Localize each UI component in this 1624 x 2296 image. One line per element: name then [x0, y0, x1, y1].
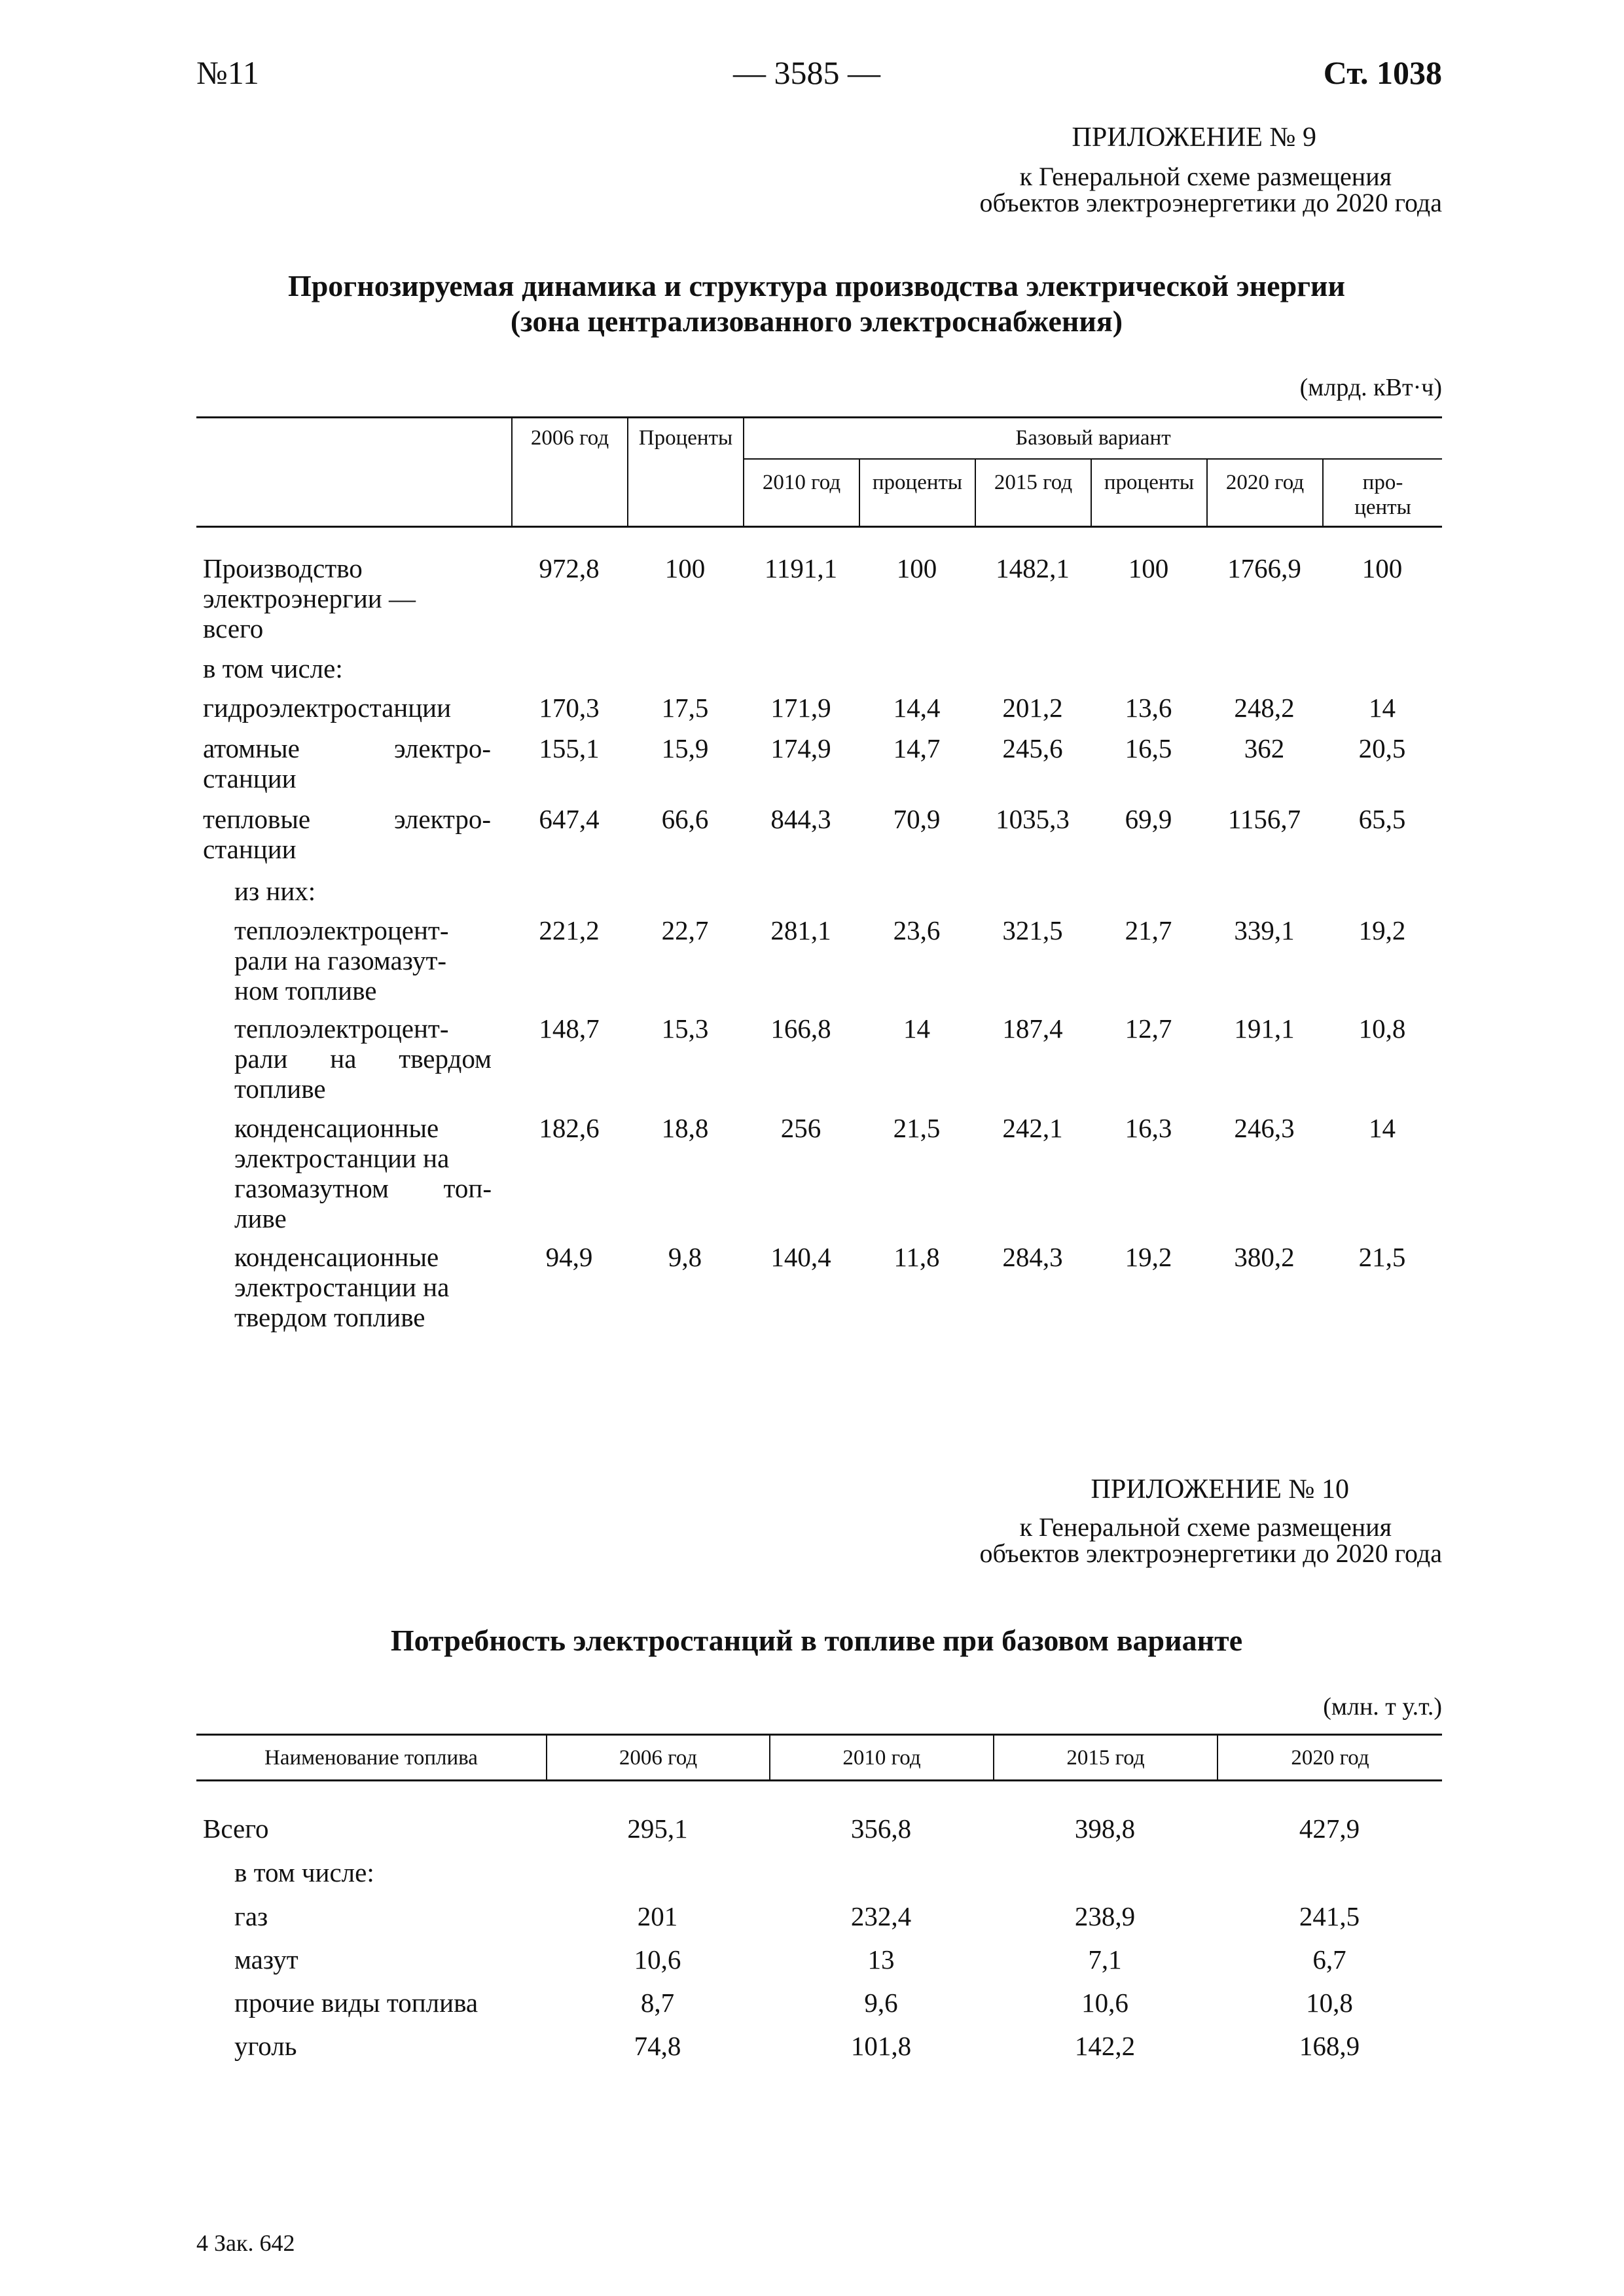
table1-cell: 70,9: [893, 804, 941, 834]
table1-cell: 647,4: [539, 804, 600, 834]
table1-cell: 17,5: [661, 693, 709, 723]
table2-col-header-2006: 2006 год: [619, 1746, 698, 1770]
page-issue-number: №11: [196, 54, 259, 91]
row-label-line: газомазутном топ-: [234, 1173, 492, 1203]
table1-cell: 65,5: [1358, 804, 1406, 834]
appendix9-title-line2: (зона централизованного электроснабжения): [510, 304, 1123, 338]
table1-row-label: [234, 1013, 492, 1104]
table2-cell: 9,6: [864, 1988, 898, 2018]
print-order-note: 4 Зак. 642: [196, 2230, 295, 2256]
table2-cell: 101,8: [850, 2031, 912, 2061]
appendix9-subtitle-line2: объектов электроэнергетики до 2020 года: [979, 188, 1442, 217]
table1-cell: 182,6: [539, 1113, 600, 1143]
table2-row-label: в том числе:: [234, 1857, 374, 1887]
table1-cell: 256: [780, 1113, 821, 1143]
table1-row-label: [203, 693, 451, 723]
table1-cell: 170,3: [539, 693, 600, 723]
table1-row-label: [203, 804, 491, 864]
table1-cell: 21,7: [1125, 915, 1172, 945]
col-header-2020: 2020 год: [1225, 471, 1305, 494]
col-header-2010: 2010 год: [762, 471, 841, 494]
row-label-line: в том числе:: [203, 653, 343, 683]
table2-row-label: газ: [234, 1901, 268, 1931]
table1-row-label: [234, 915, 492, 1006]
table2-col-header-fuel: Наименование топлива: [264, 1746, 478, 1770]
table2-cell: 238,9: [1074, 1901, 1136, 1931]
table1-row-label: [234, 1113, 492, 1233]
row-label-line: станции: [203, 763, 297, 793]
table1-cell: 21,5: [893, 1113, 941, 1143]
table2-cell: 74,8: [634, 2031, 681, 2061]
table1-cell: 18,8: [661, 1113, 709, 1143]
table1-row-label: [203, 653, 343, 683]
table1-cell: 21,5: [1358, 1242, 1406, 1272]
table1-cell: 248,2: [1234, 693, 1295, 723]
row-label-line: Производство: [203, 553, 363, 583]
table2-cell: 295,1: [627, 1813, 688, 1844]
table1-cell: 166,8: [770, 1013, 831, 1044]
table2-cell: 427,9: [1299, 1813, 1360, 1844]
row-label-line: гидроэлектростанции: [203, 693, 452, 723]
table1-cell: 14,7: [893, 733, 941, 763]
col-header-percent: Проценты: [638, 426, 733, 450]
row-label-line: станции: [203, 834, 297, 864]
table1-cell: 187,4: [1002, 1013, 1063, 1044]
table1-cell: 10,8: [1358, 1013, 1406, 1044]
row-label-line: конденсационные: [234, 1113, 439, 1143]
table1-cell: 66,6: [661, 804, 709, 834]
table1-cell: 148,7: [539, 1013, 600, 1044]
table2-header-bottom-rule: [196, 1779, 1442, 1781]
table1-row-label: [203, 733, 491, 793]
col-header-percent-2020: [1324, 470, 1442, 520]
table1-cell: 20,5: [1358, 733, 1406, 763]
table1-cell: 191,1: [1234, 1013, 1295, 1044]
table1-cell: 9,8: [668, 1242, 702, 1272]
row-label-line: атомные электро-: [203, 733, 491, 763]
table1-cell: 155,1: [539, 733, 600, 763]
table1-cell: 22,7: [661, 915, 709, 945]
table1-row-label: [234, 876, 316, 906]
table1-cell: 15,9: [661, 733, 709, 763]
col-header-base-variant: Базовый вариант: [1015, 426, 1171, 450]
appendix9-title-line1: Прогнозируемая динамика и структура производства электрической энергии: [287, 269, 1346, 302]
table1-cell: 19,2: [1358, 915, 1406, 945]
table1-cell: 221,2: [539, 915, 600, 945]
row-label-line: конденсационные: [234, 1242, 439, 1272]
table2-col-header-2020: 2020 год: [1291, 1746, 1369, 1770]
row-label-line: рали на твердом: [234, 1044, 492, 1074]
appendix9-unit: (млрд. кВт·ч): [1299, 374, 1442, 401]
table1-cell: 12,7: [1125, 1013, 1172, 1044]
row-label-line: всего: [203, 613, 264, 644]
table1-cell: 972,8: [539, 553, 600, 583]
table1-cell: 19,2: [1125, 1242, 1172, 1272]
table1-cell: 140,4: [770, 1242, 831, 1272]
table2-cell: 6,7: [1312, 1944, 1346, 1975]
row-label-line: из них:: [234, 876, 316, 906]
table1-cell: 14: [1369, 1113, 1396, 1143]
table1-cell: 362: [1244, 733, 1285, 763]
table1-cell: 23,6: [893, 915, 941, 945]
table1-row-label: [234, 1242, 492, 1332]
table2-cell: 10,6: [1081, 1988, 1128, 2018]
table2-row-label: Всего: [203, 1813, 269, 1844]
table2-cell: 7,1: [1088, 1944, 1122, 1975]
table1-cell: 69,9: [1125, 804, 1172, 834]
table2-col-header-2010: 2010 год: [842, 1746, 921, 1770]
col-header-percent-2020-part1: про-: [1362, 471, 1403, 494]
table1-cell: 242,1: [1002, 1113, 1063, 1143]
table1-cell: 281,1: [770, 915, 831, 945]
table2-cell: 10,6: [634, 1944, 681, 1975]
table1-cell: 94,9: [545, 1242, 593, 1272]
table1-subheader-rule: [743, 458, 1442, 460]
table2-cell: 142,2: [1074, 2031, 1136, 2061]
row-label-line: ном топливе: [234, 975, 377, 1006]
row-label-line: теплоэлектроцент-: [234, 915, 449, 945]
table1-cell: 245,6: [1002, 733, 1063, 763]
table2-cell: 241,5: [1299, 1901, 1360, 1931]
table2-cell: 8,7: [640, 1988, 675, 2018]
row-label-line: электростанции на: [234, 1143, 450, 1173]
col-header-2015: 2015 год: [994, 471, 1073, 494]
table2-cell: 13: [867, 1944, 895, 1975]
table1-cell: 14: [1369, 693, 1396, 723]
table1-cell: 1035,3: [996, 804, 1070, 834]
table2-cell: 398,8: [1074, 1813, 1136, 1844]
table1-cell: 100: [664, 553, 706, 583]
table1-cell: 1482,1: [996, 553, 1070, 583]
article-number: Ст. 1038: [1323, 54, 1442, 91]
table1-cell: 14,4: [893, 693, 941, 723]
table1-cell: 380,2: [1234, 1242, 1295, 1272]
table1-cell: 171,9: [770, 693, 831, 723]
row-label-line: ливе: [234, 1203, 287, 1233]
col-header-percent-2015: проценты: [1104, 471, 1195, 494]
col-header-2006: 2006 год: [530, 426, 609, 450]
row-label-line: электростанции на: [234, 1272, 450, 1302]
table1-cell: 246,3: [1234, 1113, 1295, 1143]
appendix10-unit: (млн. т у.т.): [1323, 1693, 1442, 1721]
table1-top-rule: [196, 416, 1442, 418]
table1-cell: 284,3: [1002, 1242, 1063, 1272]
table1-row-label: [203, 553, 465, 644]
appendix10-label: ПРИЛОЖЕНИЕ № 10: [1091, 1474, 1349, 1504]
table2-col-header-2015: 2015 год: [1066, 1746, 1145, 1770]
table1-cell: 100: [896, 553, 937, 583]
row-label-line: теплоэлектроцент-: [234, 1013, 449, 1044]
table1-cell: 11,8: [893, 1242, 940, 1272]
table1-cell: 14: [903, 1013, 930, 1044]
table2-cell: 10,8: [1306, 1988, 1353, 2018]
table1-cell: 1191,1: [764, 553, 838, 583]
appendix10-title: Потребность электростанций в топливе при базовом варианте: [390, 1624, 1243, 1657]
table1-cell: 844,3: [770, 804, 831, 834]
row-label-line: рали на газомазут-: [234, 945, 447, 975]
table1-cell: 321,5: [1002, 915, 1063, 945]
row-label-line: тепловые электро-: [203, 804, 491, 834]
table2-cell: 201: [637, 1901, 678, 1931]
table1-cell: 100: [1362, 553, 1403, 583]
row-label-line: электроэнергии —: [203, 583, 416, 613]
table1-cell: 16,5: [1125, 733, 1172, 763]
table2-cell: 356,8: [850, 1813, 912, 1844]
table1-cell: 1766,9: [1227, 553, 1301, 583]
table2-row-label: мазут: [234, 1944, 298, 1975]
table1-cell: 16,3: [1125, 1113, 1172, 1143]
table1-cell: 1156,7: [1227, 804, 1301, 834]
page-number: — 3585 —: [733, 54, 880, 91]
table1-cell: 13,6: [1125, 693, 1172, 723]
table2-top-rule: [196, 1734, 1442, 1736]
table2-cell: 232,4: [850, 1901, 912, 1931]
col-header-percent-2010: проценты: [872, 471, 963, 494]
appendix9-label: ПРИЛОЖЕНИЕ № 9: [1072, 122, 1316, 153]
appendix9-subtitle-line1: к Генеральной схеме размещения: [1019, 162, 1392, 191]
table1-cell: 100: [1128, 553, 1169, 583]
table1-header-bottom-rule: [196, 526, 1442, 528]
table2-row-label: уголь: [234, 2031, 297, 2061]
appendix10-subtitle-line1: к Генеральной схеме размещения: [1019, 1512, 1392, 1542]
table1-cell: 201,2: [1002, 693, 1063, 723]
appendix10-subtitle-line2: объектов электроэнергетики до 2020 года: [979, 1539, 1442, 1568]
table1-cell: 15,3: [661, 1013, 709, 1044]
table1-cell: 174,9: [770, 733, 831, 763]
col-header-percent-2020-part2: центы: [1354, 496, 1411, 519]
row-label-line: топливе: [234, 1074, 326, 1104]
table1-cell: 339,1: [1234, 915, 1295, 945]
table2-cell: 168,9: [1299, 2031, 1360, 2061]
table2-row-label: прочие виды топлива: [234, 1988, 478, 2018]
row-label-line: твердом топливе: [234, 1302, 425, 1332]
